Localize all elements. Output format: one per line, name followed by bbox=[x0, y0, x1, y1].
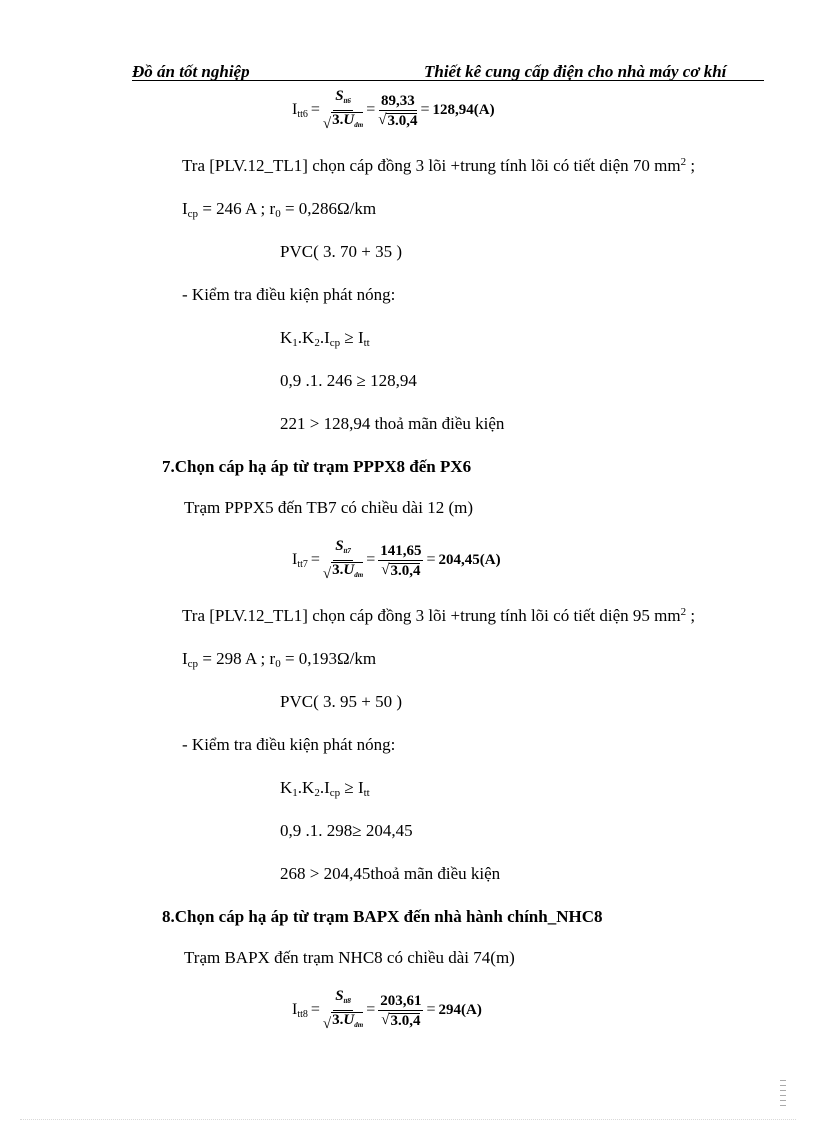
header-left: Đồ án tốt nghiệp bbox=[132, 62, 250, 81]
kiem-tra-6: - Kiểm tra điều kiện phát nóng: bbox=[182, 285, 396, 304]
symbolic-fraction: $S_{tt7}$ √ $3.U_{dm}$ bbox=[322, 538, 364, 582]
header-rule bbox=[132, 80, 764, 81]
formula-itt8 bbox=[292, 988, 482, 1032]
tra-line-7: Tra [PLV.12_TL1] chọn cáp đồng 3 lõi +trung tính lõi có tiết diện 95 $mm^2$ ; bbox=[182, 606, 696, 625]
equals-sign: = bbox=[310, 551, 320, 568]
calc1-6: 0,9 .1. 246 ≥ 128,94 bbox=[280, 371, 417, 390]
tra-line-6: Tra [PLV.12_TL1] chọn cáp đồng 3 lõi +trung tính lõi có tiết diện 70 $mm^2$ ; bbox=[182, 156, 696, 175]
formula-lhs: $I_{tt8}$ bbox=[292, 1000, 308, 1020]
section-8-title: 8.Chọn cáp hạ áp từ trạm BAPX đến nhà hành chính_NHC8 bbox=[162, 907, 603, 926]
calc2-7: 268 > 204,45thoả mãn điều kiện bbox=[280, 864, 501, 883]
k-condition-6: $K_1.K_2.I_{cp} \ge I_{tt}$ bbox=[280, 328, 370, 349]
formula-result: 204,45(A) bbox=[438, 551, 501, 568]
formula-result: 294(A) bbox=[438, 1001, 482, 1018]
symbolic-fraction: $S_{tt8}$ √ $3.U_{dm}$ bbox=[322, 988, 364, 1032]
kiem-tra-7: - Kiểm tra điều kiện phát nóng: bbox=[182, 735, 396, 754]
equals-sign: = bbox=[420, 101, 430, 118]
equals-sign: = bbox=[366, 551, 376, 568]
calc2-6: 221 > 128,94 thoả mãn điều kiện bbox=[280, 414, 505, 433]
pvc-line-7: PVC( 3. 95 + 50 ) bbox=[280, 692, 402, 711]
icp-line-7: $I_{cp} = 298$ A ; $r_0 = 0,193\Omega/km$ bbox=[182, 649, 377, 670]
section-7-title: 7.Chọn cáp hạ áp từ trạm PPPX8 đến PX6 bbox=[162, 457, 472, 476]
header-right: Thiết kê cung cấp điện cho nhà máy cơ khí bbox=[424, 62, 727, 81]
page-bottom-border bbox=[20, 1119, 796, 1120]
equals-sign: = bbox=[426, 1001, 436, 1018]
symbolic-fraction: $S_{tt6}$ √ $3.U_{dm}$ bbox=[322, 88, 364, 132]
page-corner-marks bbox=[780, 1080, 790, 1120]
equals-sign: = bbox=[366, 101, 376, 118]
equals-sign: = bbox=[310, 101, 320, 118]
formula-lhs: $I_{tt7}$ bbox=[292, 550, 308, 570]
formula-itt6 bbox=[292, 88, 495, 132]
pvc-line-6: PVC( 3. 70 + 35 ) bbox=[280, 242, 402, 261]
section-7-intro: Trạm PPPX5 đến TB7 có chiều dài 12 (m) bbox=[184, 498, 473, 517]
k-condition-7: $K_1.K_2.I_{cp} \ge I_{tt}$ bbox=[280, 778, 370, 799]
icp-line-6: $I_{cp} = 246$ A ; $r_0 = 0,286\Omega/km$ bbox=[182, 199, 377, 220]
formula-itt7 bbox=[292, 538, 501, 582]
numeric-fraction: 89,33 √ 3.0,4 bbox=[378, 92, 418, 129]
equals-sign: = bbox=[366, 1001, 376, 1018]
formula-result: 128,94(A) bbox=[432, 101, 495, 118]
numeric-fraction: 203,61 √ 3.0,4 bbox=[380, 992, 422, 1029]
numeric-fraction: 141,65 √ 3.0,4 bbox=[380, 542, 422, 579]
formula-lhs: $I_{tt6}$ bbox=[292, 100, 308, 120]
equals-sign: = bbox=[310, 1001, 320, 1018]
section-8-intro: Trạm BAPX đến trạm NHC8 có chiều dài 74(m) bbox=[184, 948, 515, 967]
calc1-7: 0,9 .1. 298≥ 204,45 bbox=[280, 821, 413, 840]
equals-sign: = bbox=[426, 551, 436, 568]
